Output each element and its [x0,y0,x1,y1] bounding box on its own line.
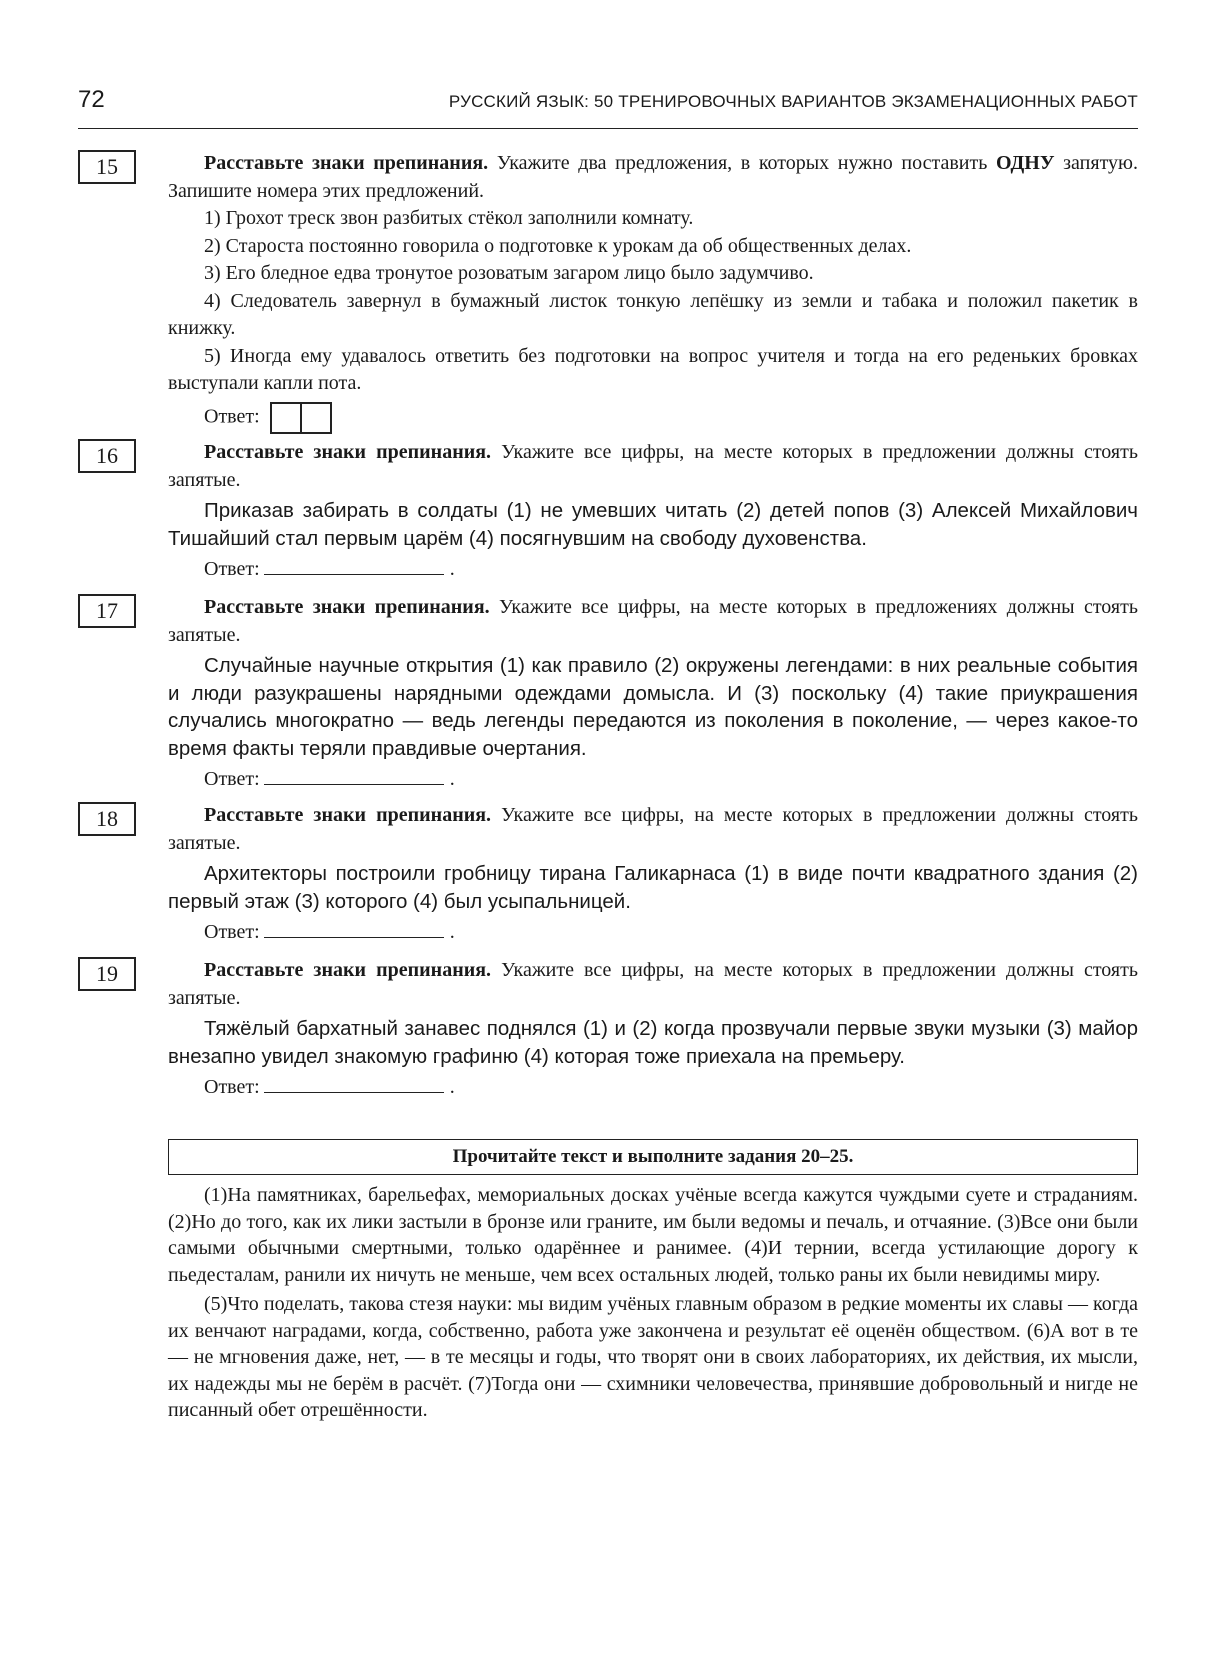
answer-line[interactable] [264,923,444,938]
reading-paragraph: (1)На памятниках, барельефах, мемориальных досках учёные всегда кажутся чуждыми суете и страданиям. (2)Но до того, как их лики застыли в бронзе или граните, им были ведомы и печаль, и отчаяние. (3)Все они были самыми обычными смертными, только одарённее и ранимее. (4)И тернии, всегда устилающие дорогу к пьедесталам, ранили их ничуть не меньше, чем всех остальных людей, только раны их были невидимы миру. [168,1184,1138,1286]
task-number-box: 18 [78,802,136,836]
task-instruction [168,150,1138,205]
task-number-box: 15 [78,150,136,184]
answer-row: Ответ: . [204,768,455,790]
answer-line[interactable] [264,770,444,785]
answer-label: Ответ: [204,1076,260,1098]
instruction-bold: Расставьте знаки препинания. [204,152,489,174]
running-title: РУССКИЙ ЯЗЫК: 50 ТРЕНИРОВОЧНЫХ ВАРИАНТОВ ЭКЗАМЕНАЦИОННЫХ РАБОТ [448,92,1138,111]
task-number-box: 16 [78,439,136,473]
task-18 [78,802,1138,944]
answer-row: Ответ: . [204,1076,455,1098]
header-rule [78,128,1138,129]
answer-line[interactable] [264,1078,444,1093]
task-instruction [168,802,1138,857]
instruction-text: Укажите все цифры, на месте которых в предложении должны стоять запятые. [168,441,1138,491]
answer-label: Ответ: [204,768,260,790]
answer-label: Ответ: [204,405,260,428]
page-number: 72 [78,86,105,113]
task-sentence: Архитекторы построили гробницу тирана Галикарнаса (1) в виде почти квадратного здания (2) первый этаж (3) которого (4) был усыпальницей. [168,862,1138,913]
instruction-bold: Расставьте знаки препинания. [204,441,492,463]
answer-row [204,402,1138,434]
option-item: 2) Староста постоянно говорила о подготовке к урокам да об общественных делах. [204,234,912,257]
answer-row: Ответ: . [204,921,455,943]
reading-text [168,1182,1138,1424]
task-instruction [168,594,1138,649]
task-sentence: Приказав забирать в солдаты (1) не умевших читать (2) детей попов (3) Алексей Михайлович Тишайший стал первым царём (4) посягнувшим на свободу духовенства. [168,499,1138,550]
option-item: 3) Его бледное едва тронутое розоватым загаром лицо было задумчиво. [204,262,814,284]
option-item: 1) Грохот треск звон разбитых стёкол заполнили комнату. [204,207,694,229]
task-15 [78,150,1138,434]
reading-paragraph: (5)Что поделать, такова стезя науки: мы видим учёных главным образом в редкие моменты их славы — когда их венчают наградами, когда, собственно, работа уже закончена и результат её оценён обществом. (6)А вот в те — не мгновения даже, нет, — в те месяцы и годы, что творят они в своих лабораториях, их действия, их мысли, их надежды мы не берём в расчёт. (7)Тогда они — схимники человечества, принявшие добровольный и нигде не писанный обет отрешённости. [168,1293,1138,1421]
instruction-text: Укажите все цифры, на месте которых в предложении должны стоять запятые. [168,804,1138,854]
instruction-text: Укажите все цифры, на месте которых в предложении должны стоять запятые. [168,959,1138,1009]
instruction-text: Укажите все цифры, на месте которых в предложениях должны стоять запятые. [168,596,1138,646]
instruction-text-end: запятую. Запишите номера этих предложений. [168,152,1138,202]
task-number-box: 17 [78,594,136,628]
task-sentence: Тяжёлый бархатный занавес поднялся (1) и (2) когда прозвучали первые звуки музыки (3) майор внезапно увидел знакомую графиню (4) которая тоже приехала на премьеру. [168,1017,1138,1068]
instruction-bold: Расставьте знаки препинания. [204,804,492,826]
option-item: 5) Иногда ему удавалось ответить без подготовки на вопрос учителя и тогда на его реденьких бровках выступали капли пота. [168,344,1138,394]
answer-row: Ответ: . [204,558,455,580]
instruction-bold: Расставьте знаки препинания. [204,596,490,618]
answer-label: Ответ: [204,921,260,943]
task-instruction [168,439,1138,494]
instruction-emphasis: ОДНУ [995,152,1055,174]
reading-box-title: Прочитайте текст и выполните задания 20–25. [168,1139,1138,1175]
answer-line[interactable] [264,560,444,575]
instruction-text: Укажите два предложения, в которых нужно поставить [488,152,996,174]
task-instruction [168,957,1138,1012]
option-item: 4) Следователь завернул в бумажный листок тонкую лепёшку из земли и табака и положил пакетик в книжку. [168,289,1138,339]
task-19 [78,957,1138,1099]
task-16 [78,439,1138,581]
answer-label: Ответ: [204,558,260,580]
task-sentence: Случайные научные открытия (1) как правило (2) окружены легендами: в них реальные события и люди разукрашены нарядными одеждами домысла. И (3) поскольку (4) такие приукрашения случались многократно — ведь легенды передаются из поколения в поколение, — через какое-то время факты теряли правдивые очертания. [168,654,1138,760]
answer-cells[interactable] [270,402,332,434]
task-17 [78,594,1138,791]
instruction-bold: Расставьте знаки препинания. [204,959,492,981]
task-number-box: 19 [78,957,136,991]
